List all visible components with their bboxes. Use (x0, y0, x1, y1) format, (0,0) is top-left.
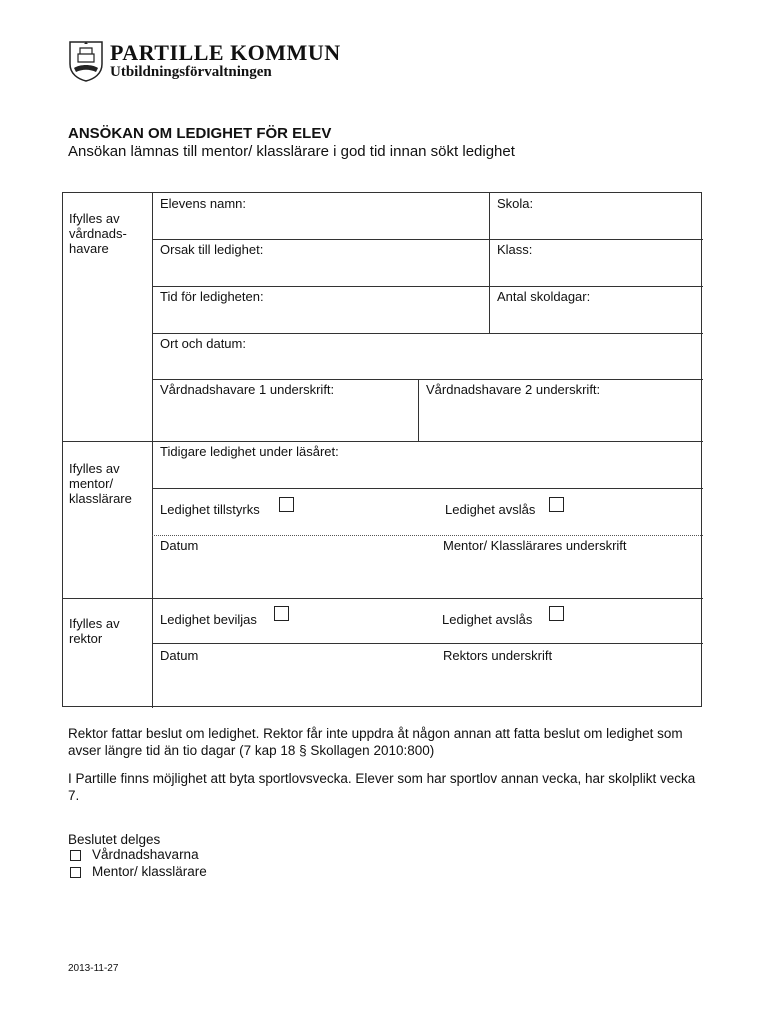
guardian-section-label (69, 211, 149, 256)
notify-guardians-checkbox[interactable] (70, 850, 81, 861)
notify-mentor-checkbox[interactable] (70, 867, 81, 878)
leave-application-form (62, 192, 702, 707)
place-date-field[interactable]: Ort och datum: (160, 336, 246, 351)
side-label-line: Ifylles av (69, 616, 120, 631)
side-label-line: rektor (69, 631, 103, 646)
side-label-line: Ifylles av (69, 211, 120, 226)
document-date: 2013-11-27 (68, 963, 119, 974)
mentor-recommend-label: Ledighet tillstyrks (160, 502, 260, 517)
mentor-signature-field[interactable]: Mentor/ Klasslärares underskrift (443, 538, 627, 553)
previous-leave-field[interactable]: Tidigare ledighet under läsåret: (160, 444, 339, 459)
department-name: Utbildningsförvaltningen (110, 64, 272, 80)
student-name-field[interactable]: Elevens namn: (160, 196, 246, 211)
principal-grant-label: Ledighet beviljas (160, 612, 257, 627)
guardian2-signature-field[interactable]: Vårdnadshavare 2 underskrift: (426, 382, 601, 397)
coat-of-arms-icon (68, 40, 104, 82)
mentor-reject-checkbox[interactable] (549, 497, 564, 512)
reason-field[interactable]: Orsak till ledighet: (160, 242, 264, 257)
class-field[interactable]: Klass: (497, 242, 533, 257)
side-label-line: vårdnads- (69, 226, 127, 241)
mentor-reject-label: Ledighet avslås (445, 502, 536, 517)
decision-note: Rektor fattar beslut om ledighet. Rektor får inte uppdra åt någon annan att fatta beslut om ledighet som avser längre tid än tio dagar (7 kap 18 § Skollagen 2010:800) (68, 726, 683, 758)
org-name: PARTILLE KOMMUN (110, 40, 341, 65)
principal-reject-checkbox[interactable] (549, 606, 564, 621)
principal-grant-checkbox[interactable] (274, 606, 289, 621)
principal-section-label (69, 616, 149, 646)
time-period-field[interactable]: Tid för ledigheten: (160, 289, 264, 304)
school-field[interactable]: Skola: (497, 196, 534, 211)
mentor-section-label (69, 461, 149, 506)
side-label-line: mentor/ (69, 476, 114, 491)
mentor-recommend-checkbox[interactable] (279, 497, 294, 512)
school-days-field[interactable]: Antal skoldagar: (497, 289, 591, 304)
notify-mentor-label: Mentor/ klasslärare (92, 864, 207, 879)
mentor-date-field[interactable]: Datum (160, 538, 199, 553)
principal-reject-label: Ledighet avslås (442, 612, 533, 627)
side-label-line: klasslärare (69, 491, 132, 506)
guardian1-signature-field[interactable]: Vårdnadshavare 1 underskrift: (160, 382, 335, 397)
document-title: ANSÖKAN OM LEDIGHET FÖR ELEV (68, 125, 332, 142)
notify-guardians-label: Vårdnadshavarna (92, 847, 199, 862)
principal-signature-field[interactable]: Rektors underskrift (443, 648, 553, 663)
notify-heading: Beslutet delges (68, 832, 161, 847)
principal-date-field[interactable]: Datum (160, 648, 199, 663)
document-subtitle: Ansökan lämnas till mentor/ klasslärare i god tid innan sökt ledighet (68, 143, 515, 160)
side-label-line: Ifylles av (69, 461, 120, 476)
sportlov-note: I Partille finns möjlighet att byta sportlovsvecka. Elever som har sportlov annan vecka, har skolplikt vecka 7. (68, 771, 696, 803)
side-label-line: havare (69, 241, 109, 256)
